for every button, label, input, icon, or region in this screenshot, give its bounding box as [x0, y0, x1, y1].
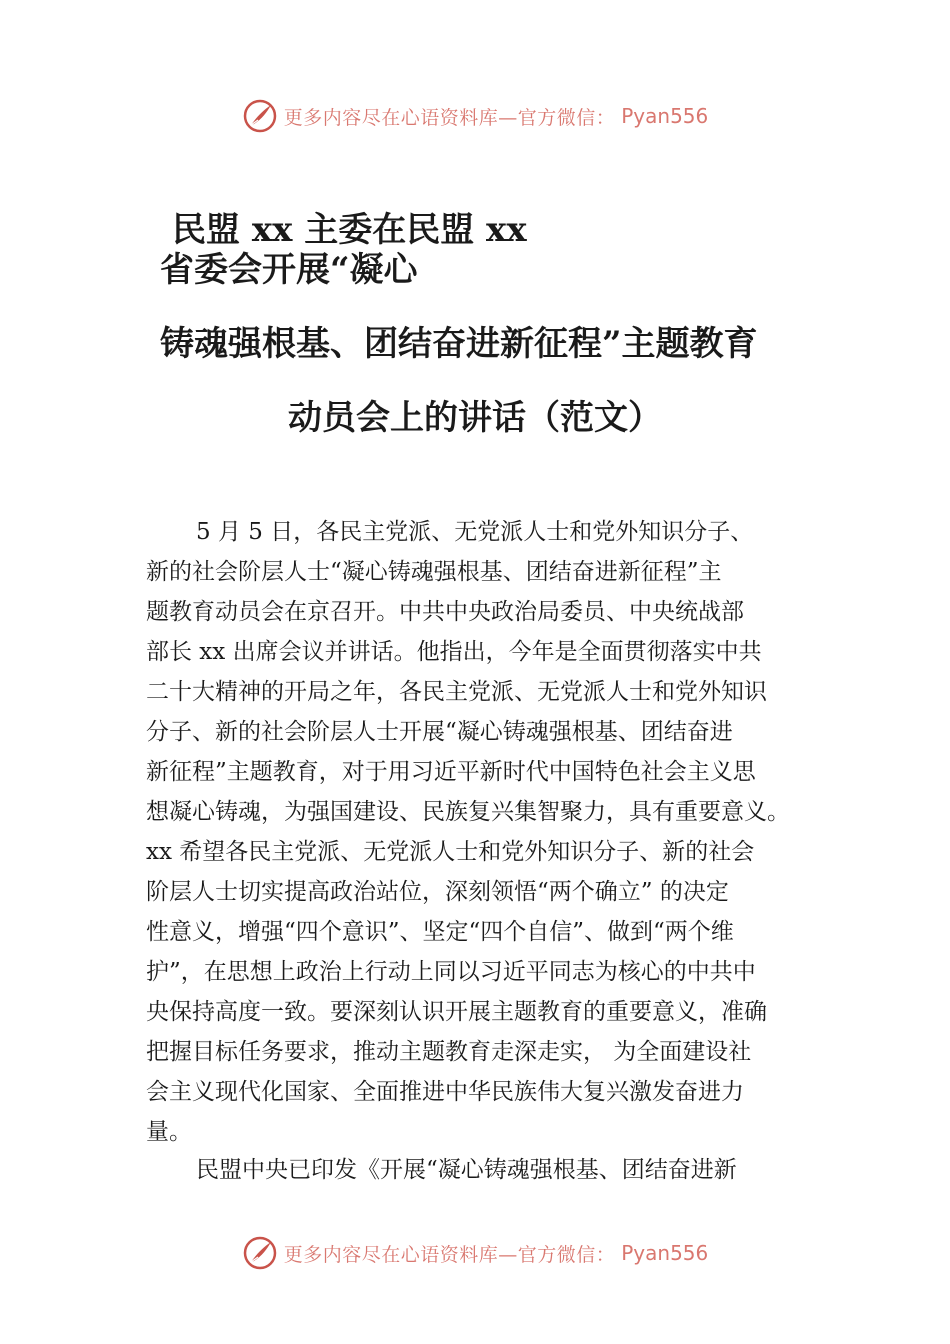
footer-watermark: [0, 1233, 950, 1273]
watermark-text: 更多内容尽在心语资料库—官方微信：: [283, 1243, 616, 1266]
body-paragraph-1: [146, 512, 846, 1152]
header-watermark: [0, 96, 950, 136]
quill-logo-icon: [242, 1235, 278, 1271]
paragraph-line: 会主义现代化国家、全面推进中华民族伟大复兴激发奋进力: [146, 1079, 744, 1105]
paragraph-line: 新的社会阶层人士“凝心铸魂强根基、团结奋进新征程”主: [146, 559, 722, 585]
paragraph-line: 题教育动员会在京召开。中共中央政治局委员、中央统战部: [146, 599, 744, 625]
title-line-1: 民盟 xx 主委在民盟 xx: [172, 210, 527, 250]
paragraph-line: 央保持高度一致。要深刻认识开展主题教育的重要意义，准确: [146, 999, 767, 1025]
paragraph-line: 分子、新的社会阶层人士开展“凝心铸魂强根基、团结奋进: [146, 719, 733, 745]
quill-logo-icon: [242, 98, 278, 134]
paragraph-line: 民盟中央已印发《开展“凝心铸魂强根基、团结奋进新: [196, 1157, 737, 1183]
title-line-4: 动员会上的讲话（范文）: [288, 398, 662, 438]
body-paragraph-2: [146, 1150, 846, 1190]
paragraph-line: 想凝心铸魂，为强国建设、民族复兴集智聚力，具有重要意义。: [146, 799, 790, 825]
paragraph-line: 5 月 5 日，各民主党派、无党派人士和党外知识分子、: [196, 519, 754, 545]
paragraph-line: 护”，在思想上政治上行动上同以习近平同志为核心的中共中: [146, 959, 756, 985]
title-line-2: 省委会开展“凝心: [160, 250, 418, 290]
paragraph-line: 性意义，增强“四个意识”、坚定“四个自信”、做到“两个维: [146, 919, 734, 945]
paragraph-line: 量。: [146, 1119, 192, 1145]
title-line-3: 铸魂强根基、团结奋进新征程”主题教育: [160, 324, 758, 364]
paragraph-line: 二十大精神的开局之年，各民主党派、无党派人士和党外知识: [146, 679, 767, 705]
watermark-text: 更多内容尽在心语资料库—官方微信：: [283, 106, 616, 129]
paragraph-line: 阶层人士切实提高政治站位，深刻领悟“两个确立” 的决定: [146, 879, 729, 905]
watermark-wechat-id: Pyan556: [621, 1241, 709, 1265]
paragraph-line: 部长 xx 出席会议并讲话。他指出，今年是全面贯彻落实中共: [146, 639, 762, 665]
paragraph-line: 把握目标任务要求，推动主题教育走深走实， 为全面建设社: [146, 1039, 752, 1065]
watermark-wechat-id: Pyan556: [621, 104, 709, 128]
paragraph-line: xx 希望各民主党派、无党派人士和党外知识分子、新的社会: [146, 839, 755, 865]
paragraph-line: 新征程”主题教育，对于用习近平新时代中国特色社会主义思: [146, 759, 756, 785]
